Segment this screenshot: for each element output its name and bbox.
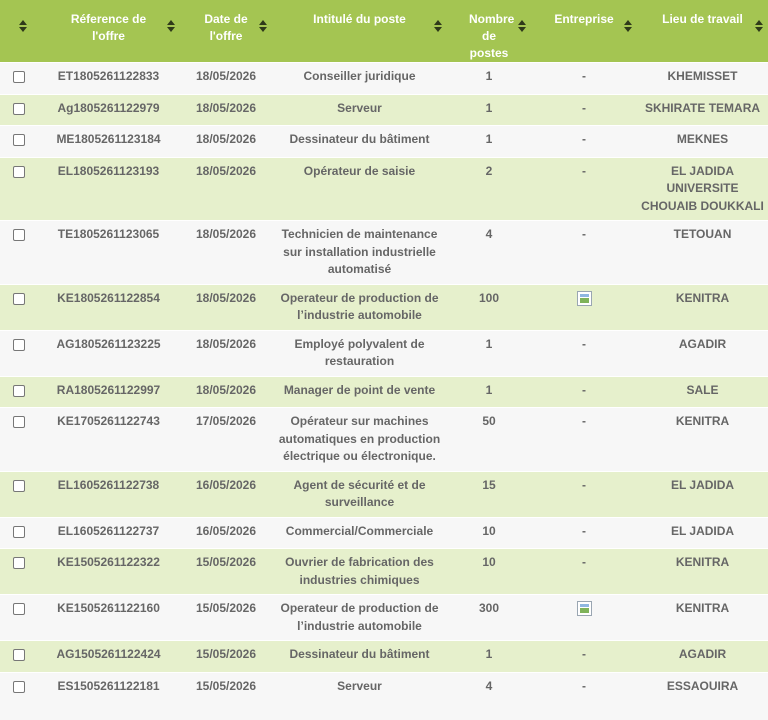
sort-icon[interactable]	[755, 20, 763, 32]
count-cell	[447, 126, 531, 158]
sort-icon[interactable]	[167, 20, 175, 32]
table-row[interactable]	[0, 595, 768, 641]
company-name: -	[582, 100, 586, 115]
location-cell	[637, 284, 768, 330]
offer-reference[interactable]: KE1805261122854	[57, 290, 160, 305]
offer-date: 16/05/2026	[195, 523, 257, 538]
job-title[interactable]: Serveur	[337, 678, 382, 693]
title-cell	[272, 517, 447, 549]
company-cell	[531, 672, 637, 703]
count-cell	[447, 63, 531, 95]
offer-reference[interactable]: AG1505261122424	[56, 647, 161, 661]
offer-date: 15/05/2026	[195, 601, 257, 615]
header-select[interactable]	[0, 0, 37, 63]
row-checkbox[interactable]	[13, 681, 25, 693]
offer-date: 15/05/2026	[195, 647, 257, 661]
row-select-cell	[0, 595, 37, 641]
table-row[interactable]	[0, 221, 768, 285]
company-name: -	[582, 227, 586, 241]
count-cell	[447, 94, 531, 126]
company-name: -	[582, 132, 586, 146]
work-location: SALE	[686, 382, 719, 397]
row-checkbox[interactable]	[13, 649, 25, 661]
row-checkbox[interactable]	[13, 416, 25, 428]
count-cell	[447, 408, 531, 472]
date-cell	[180, 94, 272, 126]
header-date-label: Date de l'offre	[204, 12, 248, 43]
sort-icon[interactable]	[434, 20, 442, 32]
location-cell	[637, 408, 768, 472]
work-location: AGADIR	[678, 647, 727, 661]
title-cell	[272, 284, 447, 330]
date-cell	[180, 672, 272, 703]
row-select-cell	[0, 471, 37, 517]
job-title[interactable]: Manager de point de vente	[283, 382, 436, 397]
positions-count: 1	[485, 382, 493, 397]
company-cell	[531, 549, 637, 595]
date-cell	[180, 641, 272, 673]
row-checkbox[interactable]	[13, 229, 25, 241]
title-cell	[272, 641, 447, 673]
date-cell	[180, 330, 272, 376]
title-cell	[272, 330, 447, 376]
header-date[interactable]	[180, 0, 272, 63]
header-reference[interactable]	[37, 0, 180, 63]
title-cell	[272, 471, 447, 517]
job-title[interactable]: Operateur de production de l’industrie automobile	[280, 601, 439, 633]
date-cell	[180, 517, 272, 549]
date-cell	[180, 408, 272, 472]
location-cell	[637, 126, 768, 158]
offer-date: 18/05/2026	[195, 336, 257, 351]
count-cell	[447, 471, 531, 517]
count-cell	[447, 672, 531, 703]
offer-reference[interactable]: ME1805261123184	[56, 132, 161, 146]
offer-date: 18/05/2026	[195, 100, 257, 115]
location-cell	[637, 517, 768, 549]
table-row[interactable]	[0, 549, 768, 595]
reference-cell	[37, 376, 180, 408]
location-cell	[637, 94, 768, 126]
offer-reference[interactable]: EL1605261122737	[57, 523, 160, 538]
positions-count: 1	[485, 100, 493, 115]
offer-reference[interactable]: AG1805261123225	[56, 336, 161, 351]
positions-count: 10	[482, 555, 496, 569]
offer-date: 16/05/2026	[195, 477, 257, 492]
header-reference-label: Réference de l'offre	[70, 12, 147, 43]
reference-cell	[37, 63, 180, 95]
row-select-cell	[0, 672, 37, 703]
offer-date: 18/05/2026	[195, 290, 257, 305]
row-checkbox[interactable]	[13, 480, 25, 492]
table-header-row	[0, 0, 768, 63]
date-cell	[180, 595, 272, 641]
count-cell	[447, 595, 531, 641]
company-cell	[531, 641, 637, 673]
table-row[interactable]	[0, 376, 768, 408]
table-row[interactable]	[0, 94, 768, 126]
company-cell	[531, 471, 637, 517]
company-cell	[531, 126, 637, 158]
title-cell	[272, 221, 447, 285]
table-row[interactable]	[0, 63, 768, 95]
offer-date: 15/05/2026	[195, 678, 257, 693]
row-checkbox[interactable]	[13, 526, 25, 538]
date-cell	[180, 376, 272, 408]
positions-count: 100	[478, 290, 500, 305]
row-checkbox[interactable]	[13, 385, 25, 397]
location-cell	[637, 641, 768, 673]
sort-icon[interactable]	[624, 20, 632, 32]
company-name: -	[582, 336, 586, 351]
row-select-cell	[0, 221, 37, 285]
company-cell	[531, 595, 637, 641]
reference-cell	[37, 330, 180, 376]
row-select-cell	[0, 641, 37, 673]
work-location: KHEMISSET	[667, 69, 738, 83]
offer-date: 18/05/2026	[195, 69, 257, 83]
company-cell	[531, 376, 637, 408]
row-checkbox[interactable]	[13, 166, 25, 178]
count-cell	[447, 157, 531, 221]
company-cell	[531, 63, 637, 95]
company-name: -	[582, 414, 586, 428]
location-cell	[637, 63, 768, 95]
row-select-cell	[0, 157, 37, 221]
header-count[interactable]	[447, 0, 531, 63]
reference-cell	[37, 517, 180, 549]
title-cell	[272, 549, 447, 595]
table-body	[0, 63, 768, 704]
offer-date: 18/05/2026	[195, 163, 257, 178]
date-cell	[180, 157, 272, 221]
job-title[interactable]: Dessinateur du bâtiment	[289, 132, 430, 146]
work-location: MEKNES	[676, 132, 729, 146]
header-company-label: Entreprise	[554, 12, 614, 26]
positions-count: 1	[485, 132, 493, 146]
positions-count: 10	[482, 523, 496, 538]
company-logo-icon[interactable]	[577, 291, 592, 306]
offer-date: 18/05/2026	[195, 132, 257, 146]
row-checkbox[interactable]	[13, 134, 25, 146]
positions-count: 1	[485, 69, 493, 83]
title-cell	[272, 376, 447, 408]
row-select-cell	[0, 330, 37, 376]
offer-reference[interactable]: RA1805261122997	[56, 382, 161, 397]
header-title[interactable]	[272, 0, 447, 63]
positions-count: 1	[485, 647, 493, 661]
row-select-cell	[0, 284, 37, 330]
job-title[interactable]: Operateur de production de l’industrie automobile	[280, 290, 439, 322]
row-select-cell	[0, 408, 37, 472]
header-title-label: Intitulé du poste	[313, 12, 406, 26]
location-cell	[637, 672, 768, 703]
table-row[interactable]	[0, 471, 768, 517]
company-logo-icon[interactable]	[577, 601, 592, 616]
reference-cell	[37, 221, 180, 285]
row-select-cell	[0, 517, 37, 549]
title-cell	[272, 408, 447, 472]
company-name: -	[582, 523, 586, 538]
company-name: -	[582, 163, 586, 178]
offer-reference[interactable]: ES1505261122181	[57, 678, 160, 693]
reference-cell	[37, 157, 180, 221]
work-location: EL JADIDA	[670, 523, 735, 538]
work-location: KENITRA	[675, 555, 730, 569]
sort-icon[interactable]	[19, 20, 27, 32]
location-cell	[637, 376, 768, 408]
company-cell	[531, 94, 637, 126]
reference-cell	[37, 672, 180, 703]
positions-count: 4	[485, 227, 493, 241]
row-checkbox[interactable]	[13, 293, 25, 305]
offer-date: 18/05/2026	[195, 227, 257, 241]
count-cell	[447, 517, 531, 549]
positions-count: 2	[485, 163, 493, 178]
company-cell	[531, 157, 637, 221]
offer-reference[interactable]: KE1505261122322	[57, 555, 160, 569]
job-title[interactable]: Serveur	[337, 100, 382, 115]
count-cell	[447, 221, 531, 285]
company-name: -	[582, 647, 586, 661]
sort-icon[interactable]	[518, 20, 526, 32]
job-title[interactable]: Employé polyvalent de restauration	[294, 336, 425, 368]
job-title[interactable]: Opérateur sur machines automatiques en production électrique ou électronique.	[278, 414, 441, 463]
table-row[interactable]	[0, 284, 768, 330]
location-cell	[637, 330, 768, 376]
date-cell	[180, 284, 272, 330]
row-select-cell	[0, 549, 37, 595]
date-cell	[180, 549, 272, 595]
title-cell	[272, 94, 447, 126]
row-select-cell	[0, 63, 37, 95]
offer-date: 18/05/2026	[195, 382, 257, 397]
location-cell	[637, 221, 768, 285]
location-cell	[637, 471, 768, 517]
row-checkbox[interactable]	[13, 603, 25, 615]
work-location: TETOUAN	[673, 227, 732, 241]
row-select-cell	[0, 126, 37, 158]
count-cell	[447, 641, 531, 673]
offer-date: 15/05/2026	[195, 555, 257, 569]
work-location: KENITRA	[675, 414, 730, 428]
positions-count: 1	[485, 336, 493, 351]
title-cell	[272, 126, 447, 158]
sort-icon[interactable]	[259, 20, 267, 32]
header-location[interactable]	[637, 0, 768, 63]
reference-cell	[37, 126, 180, 158]
reference-cell	[37, 471, 180, 517]
reference-cell	[37, 549, 180, 595]
reference-cell	[37, 408, 180, 472]
company-cell	[531, 330, 637, 376]
offer-reference[interactable]: TE1805261123065	[57, 227, 160, 241]
job-title[interactable]: Technicien de maintenance sur installation industrielle automatisé	[281, 227, 438, 276]
work-location: ESSAOUIRA	[666, 678, 739, 693]
table-row[interactable]	[0, 641, 768, 673]
work-location: KENITRA	[675, 290, 730, 305]
reference-cell	[37, 284, 180, 330]
work-location: AGADIR	[678, 336, 727, 351]
company-name: -	[582, 678, 586, 693]
count-cell	[447, 549, 531, 595]
location-cell	[637, 595, 768, 641]
table-row[interactable]	[0, 408, 768, 472]
row-select-cell	[0, 376, 37, 408]
work-location: EL JADIDA	[670, 477, 735, 492]
table-row[interactable]	[0, 330, 768, 376]
date-cell	[180, 126, 272, 158]
offer-date: 17/05/2026	[195, 414, 257, 428]
table-row[interactable]	[0, 517, 768, 549]
job-title[interactable]: Commercial/Commerciale	[285, 523, 434, 538]
work-location: SKHIRATE TEMARA	[644, 100, 761, 115]
row-checkbox[interactable]	[13, 103, 25, 115]
job-title[interactable]: Opérateur de saisie	[303, 163, 416, 178]
offer-reference[interactable]: ET1805261122833	[57, 69, 160, 83]
offer-reference[interactable]: EL1605261122738	[57, 477, 160, 492]
company-name: -	[582, 69, 586, 83]
positions-count: 50	[482, 414, 496, 428]
date-cell	[180, 471, 272, 517]
row-checkbox[interactable]	[13, 71, 25, 83]
date-cell	[180, 221, 272, 285]
count-cell	[447, 330, 531, 376]
reference-cell	[37, 595, 180, 641]
job-title[interactable]: Ouvrier de fabrication des industries chimiques	[285, 555, 434, 587]
offer-reference[interactable]: EL1805261123193	[57, 163, 160, 178]
company-name: -	[582, 555, 586, 569]
company-cell	[531, 517, 637, 549]
company-cell	[531, 408, 637, 472]
row-select-cell	[0, 94, 37, 126]
title-cell	[272, 63, 447, 95]
work-location: EL JADIDA UNIVERSITE CHOUAIB DOUKKALI	[641, 163, 764, 213]
title-cell	[272, 595, 447, 641]
job-title[interactable]: Agent de sécurité et de surveillance	[293, 477, 426, 509]
location-cell	[637, 549, 768, 595]
company-name: -	[582, 477, 586, 492]
offer-reference[interactable]: Ag1805261122979	[57, 100, 160, 115]
job-title[interactable]: Conseiller juridique	[303, 69, 416, 83]
table-row[interactable]	[0, 157, 768, 221]
title-cell	[272, 672, 447, 703]
location-cell	[637, 157, 768, 221]
job-title[interactable]: Dessinateur du bâtiment	[289, 647, 430, 661]
positions-count: 15	[482, 477, 496, 492]
count-cell	[447, 376, 531, 408]
offer-reference[interactable]: KE1705261122743	[57, 414, 160, 428]
positions-count: 4	[485, 678, 493, 693]
row-checkbox[interactable]	[13, 557, 25, 569]
work-location: KENITRA	[675, 601, 730, 615]
count-cell	[447, 284, 531, 330]
table-row[interactable]	[0, 672, 768, 703]
company-cell	[531, 221, 637, 285]
positions-count: 300	[478, 601, 500, 615]
reference-cell	[37, 94, 180, 126]
company-cell	[531, 284, 637, 330]
title-cell	[272, 157, 447, 221]
header-location-label: Lieu de travail	[662, 12, 743, 26]
row-checkbox[interactable]	[13, 339, 25, 351]
offer-reference[interactable]: KE1505261122160	[57, 601, 160, 615]
reference-cell	[37, 641, 180, 673]
header-company[interactable]	[531, 0, 637, 63]
header-count-label: Nombre de postes	[469, 12, 515, 60]
date-cell	[180, 63, 272, 95]
company-name: -	[582, 382, 586, 397]
table-row[interactable]	[0, 126, 768, 158]
